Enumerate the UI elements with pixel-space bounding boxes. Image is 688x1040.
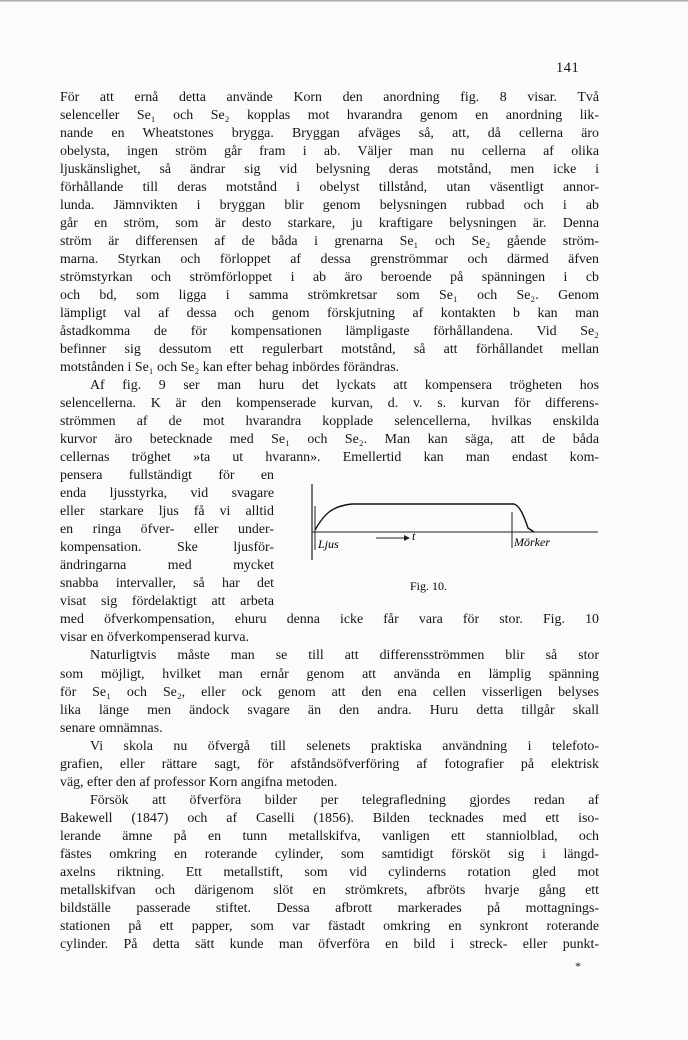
label-light: Ljus: [318, 537, 339, 551]
figure-10: [298, 476, 604, 596]
text-line: selencellerna. K är den kompenserade kurvan, d. v. s. kurvan för differens-: [60, 396, 599, 412]
text-line: metallskifvan och därigenom slöt en strömkrets, afbröts hvarje gång ett: [60, 882, 599, 898]
text-line: lika länge men ändock svagare än den andra. Huru detta tillgår skall: [60, 702, 599, 718]
text-line: förhållande till deras motstånd i obelyst tillstånd, utan väsentligt annor-: [60, 180, 599, 196]
text-line: Af fig. 9 ser man huru det lyckats att kompensera trögheten hos: [90, 378, 599, 394]
text-line: cellernas tröghet »ta ut hvarann». Emellertid kan man endast kom-: [60, 450, 599, 466]
text-line: kompensation. Ske ljusför-: [60, 540, 274, 556]
text-line: strömstyrkan och strömförloppet i ab äro beroende på spänningen i cb: [60, 270, 599, 286]
text-line: För att ernå detta använde Korn den anordning fig. 8 visar. Två: [60, 90, 599, 105]
figure-caption: Fig. 10.: [410, 579, 448, 593]
curve-diagram: [298, 476, 604, 596]
label-dark: Mörker: [514, 535, 550, 549]
text-line: nande en Wheatstones brygga. Bryggan afväges så, att, då cellerna äro: [60, 126, 599, 142]
text-line: ändringarna med mycket: [60, 558, 274, 574]
text-line: senare omnämnas.: [60, 720, 163, 736]
text-line: marna. Styrkan och förloppet af dessa grenströmmar och därmed äfven: [60, 252, 599, 268]
text-line: kurvor äro betecknade med Se₁ och Se₂. Man kan säga, att de båda: [60, 432, 599, 448]
text-line: Naturligtvis måste man se till att differensströmmen blir så stor: [90, 648, 599, 664]
page-footer-mark: *: [575, 959, 581, 973]
text-line: Försök att öfverföra bilder per telegrafledning gjordes redan af: [90, 792, 599, 808]
text-line: åstadkomma de för kompensationen lämpligaste förhållandena. Vid Se₂: [60, 324, 599, 340]
label-time: t: [412, 529, 416, 543]
text-line: befinner sig dessutom ett regulerbart motstånd, så att förhållandet mellan: [60, 342, 599, 358]
text-line: Vi skola nu öfvergå till selenets praktiska användning i telefoto-: [90, 738, 599, 754]
text-line: ljuskänslighet, så ändrar sig vid belysning deras motstånd, men icke i: [60, 162, 599, 178]
text-line: lerande ämne på en tunn metallskifva, vanligen ett stanniolblad, och: [60, 828, 599, 844]
page-number: 141: [556, 60, 580, 76]
text-line: med öfverkompensation, ehuru denna icke får vara för stor. Fig. 10: [60, 612, 599, 628]
page-top-edge: [0, 0, 688, 2]
text-line: ström är differensen af de båda i grenarna Se₁ och Se₂ gående ström-: [60, 234, 599, 250]
text-line: och bd, som ligga i samma strömkretsar som Se₁ och Se₂. Genom: [60, 288, 599, 304]
text-line: obelysta, ingen ström går fram i ab. Väljer man nu cellerna af olika: [60, 144, 599, 160]
time-arrow-head: [404, 535, 410, 541]
text-line: enda ljusstyrka, vid svagare: [60, 486, 274, 502]
text-line: grafien, eller rättare sagt, för afståndsöfverföring af fotografier på elektrisk: [60, 756, 599, 772]
text-line: en ringa öfver- eller under-: [60, 522, 274, 538]
text-section-bottom: [60, 611, 599, 953]
text-line: går en ström, som är desto starkare, ju kraftigare belysningen är. Denna: [60, 216, 599, 232]
text-line: som möjligt, hvilket man ernår genom att använda en lämplig spänning: [60, 666, 599, 682]
text-line: bildställe passerade stiftet. Dessa afbrott markerades på mottagnings-: [60, 900, 599, 916]
text-line: fästes omkring en roterande cylinder, som samtidigt försköt sig i längd-: [60, 846, 599, 862]
text-line: lunda. Jämnvikten i bryggan blir genom belysningen rubbad och i ab: [60, 198, 599, 214]
text-line: Bakewell (1847) och af Caselli (1856). Bilden tecknades med ett iso-: [60, 810, 599, 826]
text-line: pensera fullständigt för en: [60, 468, 274, 484]
text-line: snabba intervaller, så har det: [60, 576, 274, 592]
text-line: stationen på ett papper, som var fästadt omkring en synkront roterande: [60, 918, 599, 934]
overcompensated-curve: [315, 504, 534, 532]
text-section-top: [60, 89, 599, 467]
text-line: visar en öfverkompenserad kurva.: [60, 630, 249, 646]
text-line: cylinder. På detta sätt kunde man öfverföra en bild i streck- eller punkt-: [60, 936, 599, 952]
text-line: motstånden i Se₁ och Se₂ kan efter behag inbördes förändras.: [60, 360, 400, 376]
text-line: för Se₁ och Se₂, eller ock genom att den ena cellen visserligen belyses: [60, 684, 599, 700]
text-line: väg, efter den af professor Korn angifna metoden.: [60, 774, 338, 790]
text-line: lämpligt val af dessa och genom förskjutning af kontakten b kan man: [60, 306, 599, 322]
text-line: axelns riktning. Ett metallstift, som vid cylinderns rotation gled mot: [60, 864, 599, 880]
text-line: selenceller Se₁ och Se₂ kopplas mot hvarandra genom en anordning lik-: [60, 108, 599, 124]
text-line: eller starkare ljus få vi alltid: [60, 504, 274, 520]
text-line: visat sig fördelaktigt att arbeta: [60, 594, 274, 610]
text-line: strömmen af de mot hvarandra kopplade selencellerna, hvilkas enskilda: [60, 414, 599, 430]
